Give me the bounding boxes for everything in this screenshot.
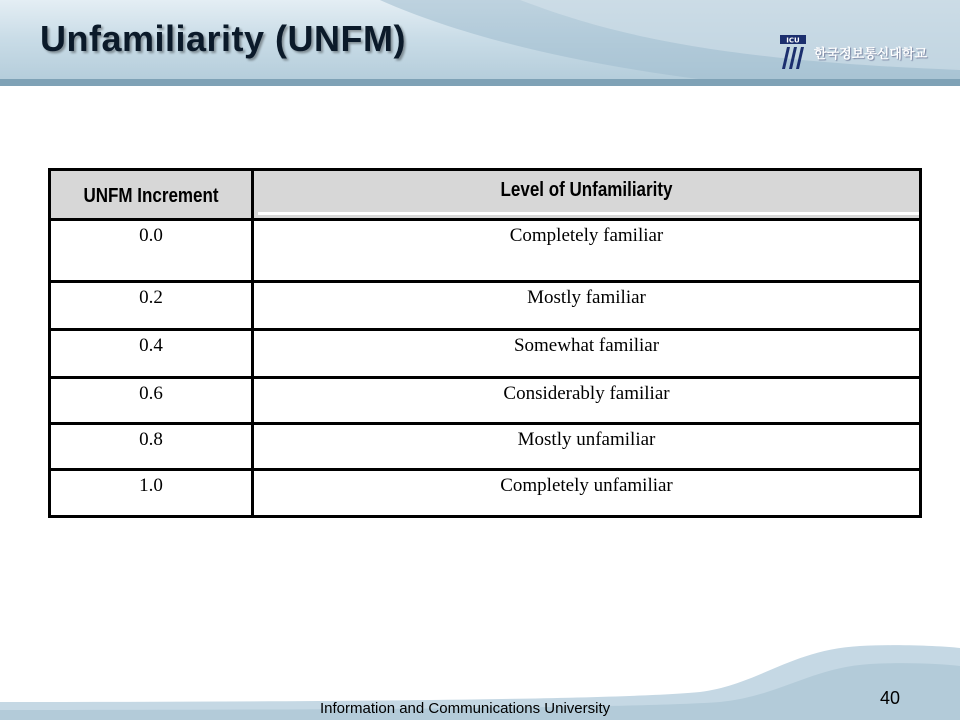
table-cell <box>254 471 919 515</box>
table-cell <box>51 221 254 280</box>
table-cell <box>51 425 254 468</box>
increment-value: 0.2 <box>139 287 163 308</box>
increment-value: 0.6 <box>139 383 163 404</box>
level-value: Considerably familiar <box>503 383 670 404</box>
table-cell <box>51 471 254 515</box>
table-cell <box>254 221 919 280</box>
table-cell <box>51 283 254 328</box>
level-value: Mostly familiar <box>527 287 646 308</box>
table-row <box>51 379 919 425</box>
table-cell <box>254 283 919 328</box>
level-value: Completely unfamiliar <box>500 475 673 496</box>
level-value: Mostly unfamiliar <box>517 429 656 450</box>
level-value: Completely familiar <box>509 225 664 246</box>
table-cell <box>254 379 919 422</box>
table-row <box>51 283 919 331</box>
increment-value: 1.0 <box>139 475 163 496</box>
column-header-unfm-increment: UNFM Increment <box>83 185 219 207</box>
unfamiliarity-table <box>48 168 922 518</box>
icu-logo-icon <box>778 33 808 71</box>
svg-text:ICU: ICU <box>786 36 800 45</box>
table-row <box>51 221 919 283</box>
page-title: Unfamiliarity (UNFM) <box>40 18 407 59</box>
table-header-cell <box>254 171 919 218</box>
table-row <box>51 425 919 471</box>
column-header-level: Level of Unfamiliarity <box>500 179 673 201</box>
header-divider <box>0 79 960 86</box>
level-value: Somewhat familiar <box>513 335 660 356</box>
table-cell <box>51 379 254 422</box>
table-cell <box>254 331 919 376</box>
increment-value: 0.4 <box>139 335 163 356</box>
university-name-korean: 한국정보통신대학교 <box>814 46 928 62</box>
table-header-row <box>51 171 919 221</box>
header-inner-line <box>258 212 919 215</box>
table-cell <box>51 331 254 376</box>
increment-value: 0.8 <box>139 429 163 450</box>
footer-university-name: Information and Communications University <box>320 700 611 717</box>
table-row <box>51 471 919 515</box>
increment-value: 0.0 <box>139 225 163 246</box>
table-header-cell <box>51 171 254 218</box>
slide-header <box>0 0 960 86</box>
table-row <box>51 331 919 379</box>
university-logo <box>778 32 938 72</box>
page-number: 40 <box>880 688 901 708</box>
table-cell <box>254 425 919 468</box>
